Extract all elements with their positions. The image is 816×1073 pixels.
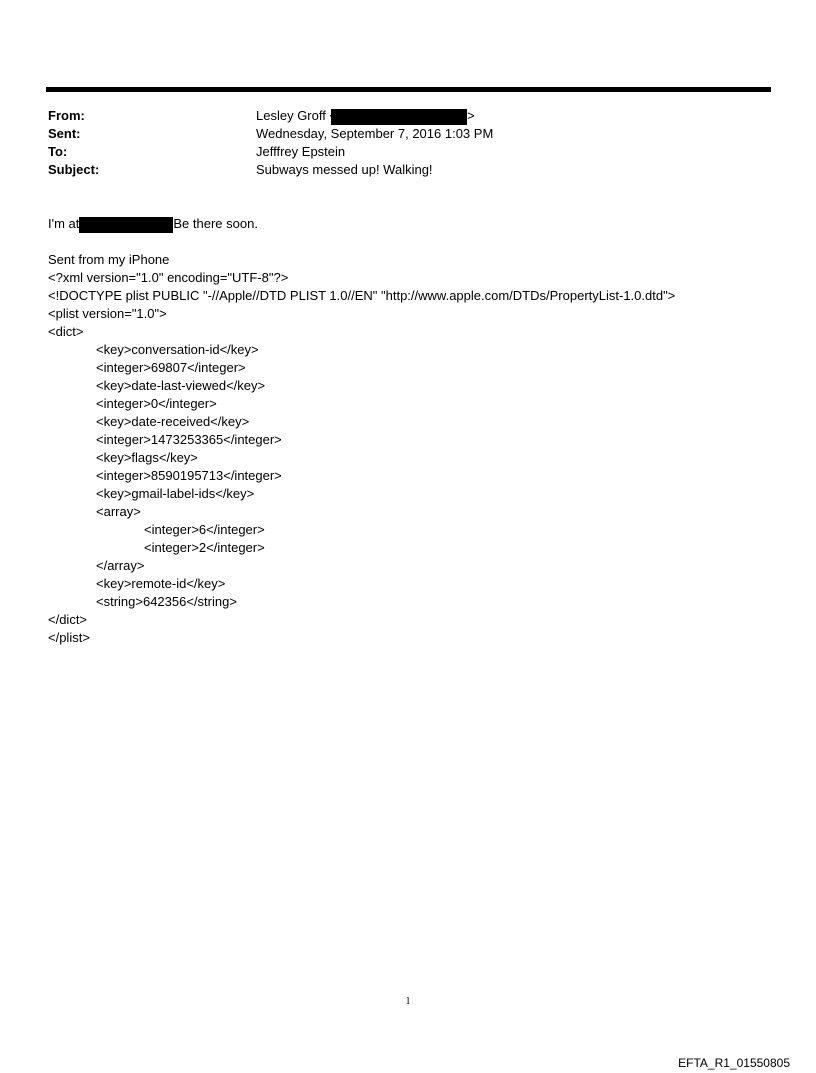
xml-line: <plist version="1.0"> bbox=[48, 306, 167, 321]
subject-label: Subject: bbox=[48, 162, 100, 177]
message-text-before: I'm at bbox=[48, 216, 80, 231]
xml-line: <key>remote-id</key> bbox=[96, 576, 226, 591]
to-value: Jefffrey Epstein bbox=[256, 144, 346, 159]
xml-line: </plist> bbox=[48, 630, 90, 645]
sent-row bbox=[48, 125, 748, 143]
xml-line: <key>date-received</key> bbox=[96, 414, 250, 429]
xml-line: <integer>0</integer> bbox=[96, 396, 217, 411]
xml-line: <integer>69807</integer> bbox=[96, 360, 246, 375]
xml-line: <string>642356</string> bbox=[96, 594, 237, 609]
to-row bbox=[48, 143, 748, 161]
from-row bbox=[48, 107, 748, 125]
xml-line: <dict> bbox=[48, 324, 84, 339]
xml-line: <array> bbox=[96, 504, 141, 519]
to-label: To: bbox=[48, 144, 68, 159]
xml-line: <integer>2</integer> bbox=[144, 540, 265, 555]
message-text-after: Be there soon. bbox=[173, 216, 258, 231]
from-value bbox=[256, 107, 475, 125]
sender-name: Lesley Groff bbox=[256, 108, 326, 123]
header-divider bbox=[46, 87, 771, 92]
xml-line: <integer>6</integer> bbox=[144, 522, 265, 537]
email-close-bracket: > bbox=[467, 108, 475, 123]
spacer bbox=[48, 233, 768, 251]
xml-line: <integer>1473253365</integer> bbox=[96, 432, 282, 447]
subject-value: Subways messed up! Walking! bbox=[256, 162, 433, 177]
message-line bbox=[48, 215, 768, 233]
sent-label: Sent: bbox=[48, 126, 81, 141]
xml-line: <?xml version="1.0" encoding="UTF-8"?> bbox=[48, 270, 289, 285]
xml-line: <integer>8590195713</integer> bbox=[96, 468, 282, 483]
subject-row bbox=[48, 161, 748, 179]
xml-line: <key>gmail-label-ids</key> bbox=[96, 486, 255, 501]
redacted-email-address bbox=[331, 109, 467, 125]
page-number: 1 bbox=[405, 996, 411, 1007]
xml-line: <key>conversation-id</key> bbox=[96, 342, 259, 357]
email-body bbox=[48, 215, 768, 647]
sent-value: Wednesday, September 7, 2016 1:03 PM bbox=[256, 126, 494, 141]
xml-line: </dict> bbox=[48, 612, 88, 627]
xml-line: <key>flags</key> bbox=[96, 450, 198, 465]
xml-line: <!DOCTYPE plist PUBLIC "-//Apple//DTD PLIST 1.0//EN" "http://www.apple.com/DTDs/PropertyList-1.0.dtd"> bbox=[48, 288, 676, 303]
signature-line: Sent from my iPhone bbox=[48, 252, 170, 267]
xml-line: <key>date-last-viewed</key> bbox=[96, 378, 266, 393]
email-header bbox=[48, 107, 748, 179]
bates-number: EFTA_R1_01550805 bbox=[678, 1056, 790, 1070]
xml-line: </array> bbox=[96, 558, 145, 573]
redacted-location bbox=[79, 217, 173, 233]
from-label: From: bbox=[48, 108, 85, 123]
